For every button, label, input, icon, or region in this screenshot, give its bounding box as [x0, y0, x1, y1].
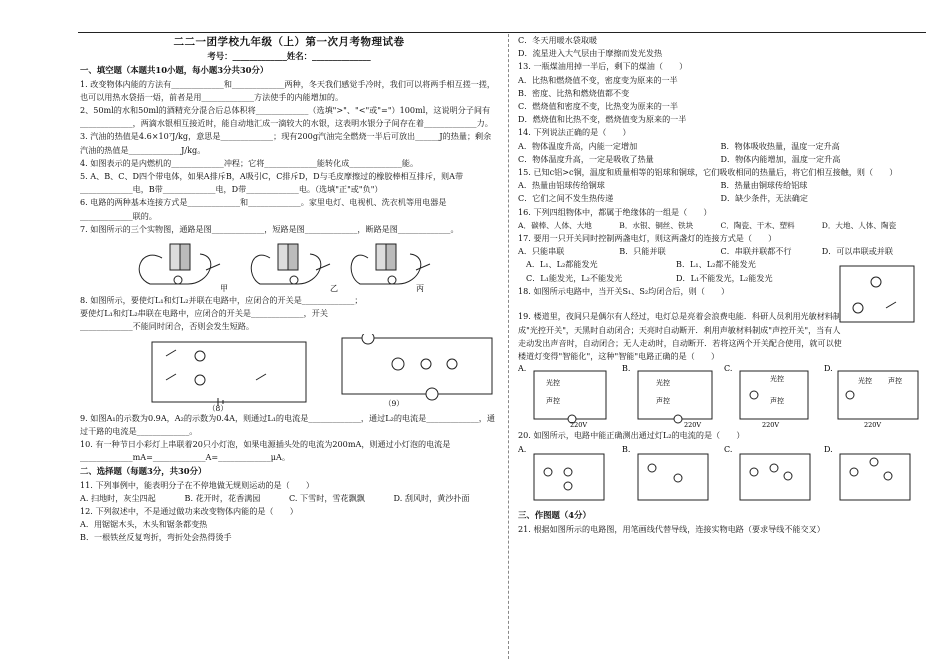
q16-options [518, 219, 923, 232]
q15-option-a: A．热量由铝球传给铜球 [518, 180, 605, 191]
question-6: 6. 电路的两种基本连接方式是_____________和_____________。家里电灯、电视机、洗衣机等用电器是_____________联的。 [80, 197, 447, 221]
svg-text:光控: 光控 [656, 379, 670, 388]
q19-option-b [622, 364, 712, 429]
q20-circuit-options [518, 442, 923, 508]
question-21: 21. 根据如图所示的电路图，用笔画线代替导线，连接实物电路（要求导线不能交叉） [518, 523, 825, 534]
question-5: 5. A、B、C、D四个带电体，如果A排斥B，A吸引C，C排斥D，D与毛皮摩擦过的橡胶棒相互排斥，则A带_____________电，B带_____________电，D带_____________电。（选填"正"或"负"） [80, 171, 464, 195]
svg-text:220V: 220V [570, 421, 588, 430]
question-8: 8. 如图所示，要使灯L₁和灯L₂并联在电路中，应闭合的开关是_____________；要使灯L₁和灯L₂串联在电路中，应闭合的开关是_____________，开关_____________不能同时闭合，否则会发生短路。 [80, 295, 363, 332]
question-11-options [80, 492, 498, 505]
svg-text:D.: D. [824, 364, 833, 374]
q20-option-b [622, 445, 708, 500]
q11-option-d: D. 刮风时，黄沙扑面 [393, 492, 470, 503]
question-2: 2、50ml的水和50ml的酒精充分混合后总体积将_____________（选填">"、"<"或"="）100ml，这说明分子间有_____________，两滴水银相互接近时，能自动地汇成一滴较大的水银，这表明水银分子间存在着_____________力。 [80, 105, 493, 129]
question-19: 19. 楼道里，夜间只是偶尔有人经过，电灯总是亮着会浪费电能．科研人员利用光敏材料制成"光控开关"，天黑时自动闭合；天亮时自动断开．利用声敏材料制成"声控开关"，当有人走动发出声音时，自动闭合；无人走动时，自动断开．若将这两个开关配合使用，就可以使楼道灯变得"智能化"，这种"智能"电路正确的是（ ） [518, 311, 842, 362]
q13-option-b: B．密度、比热和燃烧值都不变 [518, 87, 630, 98]
svg-text:声控: 声控 [888, 377, 902, 386]
q18-block [518, 258, 923, 310]
q18-option-a: A．L₁、L₂都能发光 [526, 259, 598, 270]
q15-options-row2 [518, 192, 923, 205]
q15-option-c: C．它们之间不发生热传递 [518, 193, 614, 204]
q18-option-b: B．L₁、L₂都不能发光 [676, 259, 756, 270]
svg-text:声控: 声控 [546, 397, 560, 406]
q14-option-d: D．物体内能增加，温度一定升高 [720, 153, 841, 164]
svg-text:声控: 声控 [656, 397, 670, 406]
q18-option-d: D．L₁不能发光，L₂能发光 [676, 272, 773, 283]
q15-option-d: D．缺少条件，无法确定 [720, 193, 808, 204]
fig7-label-jia: 甲 [220, 284, 228, 294]
q13-option-a: A．比热和燃烧值不变，密度变为原来的一半 [518, 74, 678, 85]
q18-options-row2 [526, 272, 826, 285]
q17-option-d: D．可以串联或并联 [821, 246, 893, 257]
exam-title: 二二一团学校九年级（上）第一次月考物理试卷 [173, 36, 405, 48]
fig7-label-bing: 丙 [416, 284, 424, 294]
column-divider [508, 34, 509, 659]
figure-7-circuits [80, 236, 498, 294]
q17-option-a: A．只能串联 [518, 246, 565, 257]
q19-option-a [518, 364, 606, 429]
svg-text:声控: 声控 [770, 397, 784, 406]
q11-option-c: C. 下雪时，雪花飘飘 [289, 492, 365, 503]
fig8-caption: （8） [208, 403, 228, 412]
svg-text:光控: 光控 [770, 375, 784, 384]
q19-option-d [824, 364, 918, 429]
q14-option-a: A．物体温度升高，内能一定增加 [518, 140, 638, 151]
q17-options [518, 245, 923, 258]
q17-option-c: C．串联并联都不行 [720, 246, 792, 257]
question-11: 11. 下列事例中，能表明分子在不停地做无规则运动的是（ ） [80, 479, 314, 490]
q12-option-c: C．冬天用暖水袋取暖 [518, 35, 598, 45]
question-15: 15. 已知c铝>c铜，温度和质量相等的铝球和铜球，它们吸收相同的热量后，将它们相互接触，则（ ） [518, 167, 898, 178]
svg-text:C.: C. [724, 445, 733, 455]
q18-option-c: C．L₁能发光，L₂不能发光 [526, 272, 623, 283]
question-4: 4. 如图表示的是内燃机的_____________冲程；它将_____________能转化成_____________能。 [80, 157, 419, 168]
q16-option-a: A．碳棒、人体、大地 [518, 220, 592, 230]
figures-8-9 [80, 334, 498, 412]
q14-option-b: B．物体吸收热量，温度一定升高 [720, 140, 840, 151]
q19-option-c [724, 364, 808, 429]
svg-text:光控: 光控 [858, 377, 872, 386]
circuit-jia [139, 244, 220, 284]
q19-circuit-options [518, 363, 923, 429]
q14-options-row1 [518, 140, 923, 153]
svg-text:C.: C. [724, 364, 733, 374]
q17-option-b: B．只能并联 [619, 246, 666, 257]
fig7-label-yi: 乙 [330, 284, 338, 294]
q20-option-d [824, 445, 910, 500]
q12-option-b: B．一根铁丝反复弯折，弯折处会热得烫手 [80, 532, 232, 543]
svg-text:220V: 220V [684, 421, 702, 430]
fig9-caption: （9） [384, 398, 404, 408]
svg-text:光控: 光控 [546, 379, 560, 388]
svg-text:D.: D. [824, 445, 833, 455]
circuit-figure-9 [342, 334, 492, 400]
q15-option-b: B．热量由铜球传给铝球 [720, 180, 808, 191]
circuit-figure-8 [152, 342, 306, 406]
svg-text:B.: B. [622, 364, 631, 374]
question-17: 17. 要用一只开关同时控制两盏电灯，则这两盏灯的连接方式是（ ） [518, 233, 777, 244]
q16-option-d: D．大地、人体、陶瓷 [821, 220, 897, 230]
section-fill-in: 一、填空题（本题共10小题，每小题3分共30分） [80, 65, 269, 76]
question-20: 20. 如图所示，电路中能正确测出通过灯L₂的电流的是（ ） [518, 430, 745, 441]
svg-text:B.: B. [622, 445, 631, 455]
circuit-bing [351, 244, 430, 284]
right-column [518, 34, 923, 536]
question-16: 16. 下列四组物体中，都属于绝缘体的一组是（ ） [518, 206, 712, 217]
question-7: 7. 如图所示的三个实物图，通路是图_____________，短路是图_____________，断路是图_____________。 [80, 223, 459, 234]
q12-option-d: D．流星进入大气层由于摩擦而发光发热 [518, 48, 663, 59]
q14-options-row2 [518, 153, 923, 166]
question-1: 1. 改变物体内能的方法有_____________和_____________两种，冬天我们感觉手冷时，我们可以将两手相互搓一搓，也可以用热水袋捂一焐，前者是用_____________方法使手的内能增加的。 [80, 78, 495, 102]
q13-option-d: D．燃烧值和比热不变，燃烧值变为原来的一半 [518, 114, 687, 125]
q16-option-b: B．水银、铜丝、铁块 [619, 220, 694, 230]
q14-option-c: C．物体温度升高，一定是吸收了热量 [518, 153, 654, 164]
exam-id-line: 考号：_____________姓名：______________ [207, 51, 371, 62]
section-drawing: 三、作图题（4分） [518, 510, 591, 521]
top-rule [78, 32, 926, 33]
q18-options-row1 [526, 258, 826, 271]
q18-options [518, 258, 826, 298]
question-10: 10. 有一种节日小彩灯上串联着20只小灯泡，如果电源插头处的电流为200mA，则通过小灯泡的电流是_____________mA=_____________A=_____________μA。 [80, 439, 451, 463]
svg-text:A.: A. [518, 364, 527, 374]
question-13: 13. 一瓶煤油用掉一半后，剩下的煤油（ ） [518, 61, 688, 72]
q11-option-a: A. 扫地时，灰尘四起 [80, 492, 156, 503]
circuit-yi [251, 244, 330, 284]
section-choice: 二、选择题（每题3分，共30分） [80, 466, 207, 477]
left-column [80, 34, 498, 545]
q20-option-c [724, 445, 810, 500]
question-14: 14. 下列说法正确的是（ ） [518, 127, 631, 138]
figure-18-circuit [836, 262, 918, 326]
svg-text:220V: 220V [864, 421, 882, 430]
svg-text:220V: 220V [762, 421, 780, 430]
question-12: 12. 下列叙述中，不是通过做功来改变物体内能的是（ ） [80, 506, 298, 517]
svg-text:A.: A. [518, 445, 527, 455]
q11-option-b: B. 花开时，花香满园 [184, 492, 261, 503]
question-9: 9. 如图A₁的示数为0.9A，A₂的示数为0.4A，则通过L₁的电流是_____________，通过L₂的电流是_____________，通过干路的电流是_____________。 [80, 412, 495, 436]
question-18: 18. 如图所示电路中，当开关S₁、S₂均闭合后，则（ ） [518, 285, 730, 296]
question-3: 3. 汽油的热值是4.6×10⁷J/kg，意思是_____________；现有200g汽油完全燃烧一半后可放出______J的热量；剩余汽油的热值是_____________J/kg。 [80, 131, 492, 155]
q15-options-row1 [518, 179, 923, 192]
q12-option-a: A．用锯锯木头，木头和锯条都变热 [80, 519, 208, 530]
q20-option-a [518, 445, 604, 500]
q13-option-c: C．燃烧值和密度不变，比热变为原来的一半 [518, 101, 678, 112]
q16-option-c: C．陶瓷、干木、塑料 [720, 220, 795, 230]
